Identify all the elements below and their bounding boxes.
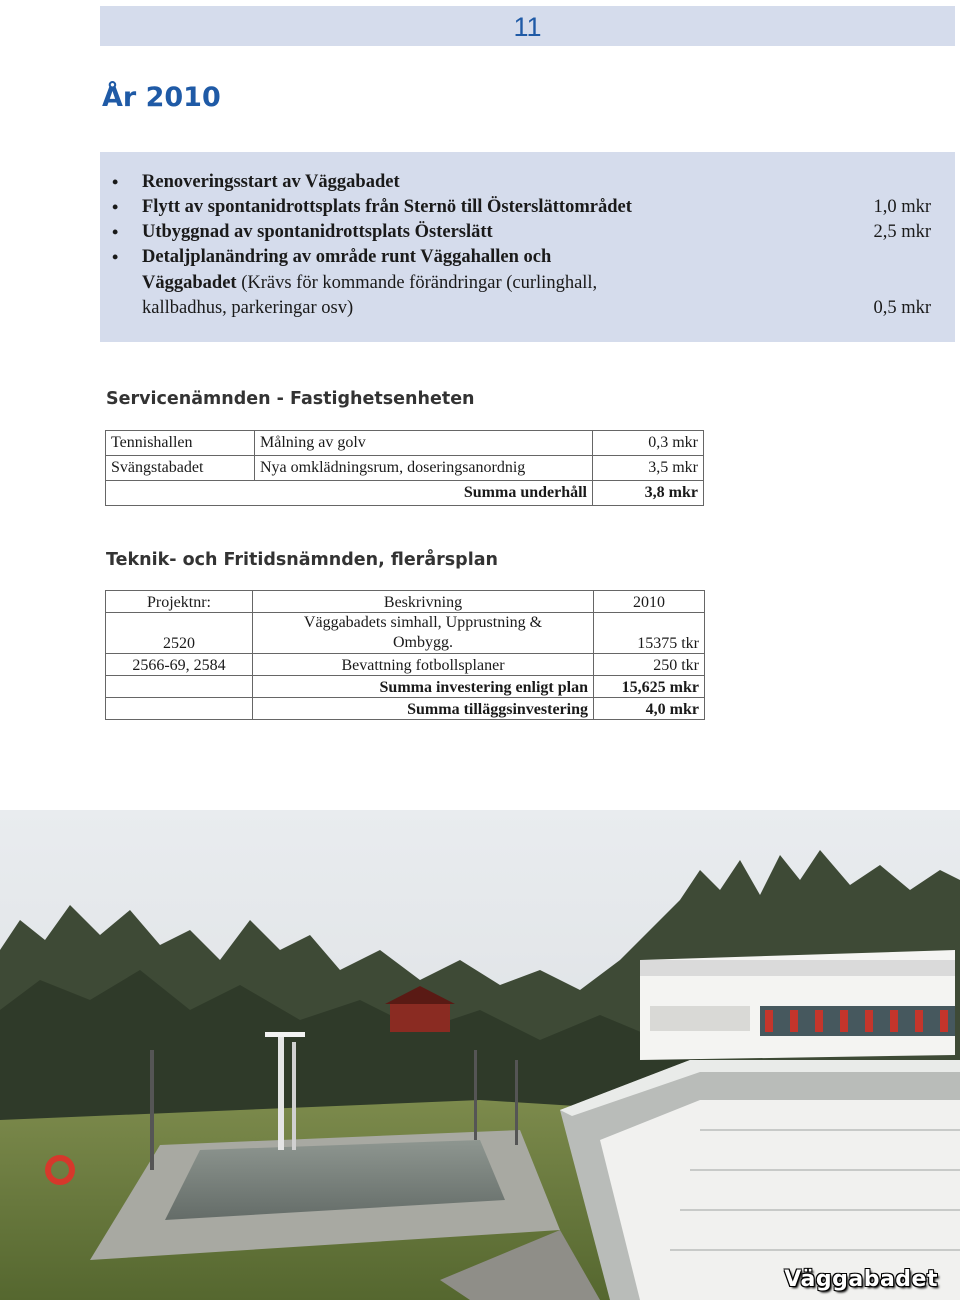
- description-line: Ombygg.: [393, 634, 453, 651]
- table-cell: Bevattning fotbollsplaner: [253, 654, 594, 676]
- table-row-sum: [106, 676, 705, 698]
- photo-illustration: [0, 810, 960, 1300]
- fritid-table: [105, 590, 705, 720]
- sum-amount: 15,625 mkr: [594, 676, 705, 698]
- highlight-item: [112, 246, 552, 268]
- sum-label: Summa investering enligt plan: [253, 676, 594, 698]
- section-title-service: Servicenämnden - Fastighetsenheten: [106, 389, 475, 409]
- service-table: [105, 430, 704, 506]
- section-title-fritid: Teknik- och Fritidsnämnden, flerårsplan: [106, 550, 498, 570]
- column-header: Projektnr:: [106, 591, 253, 613]
- highlight-item: [112, 196, 632, 218]
- highlight-item: [112, 171, 400, 193]
- highlight-text: Utbyggnad av spontanidrottsplats Österslätt: [142, 222, 493, 242]
- table-row: [106, 654, 705, 676]
- table-row: [106, 613, 705, 654]
- table-row: [106, 456, 704, 481]
- table-header-row: [106, 591, 705, 613]
- highlight-text: kallbadhus, parkeringar osv): [142, 298, 354, 318]
- table-row-sum: [106, 698, 705, 720]
- table-cell-empty: [106, 676, 253, 698]
- highlight-item: [112, 221, 493, 243]
- column-header: 2010: [594, 591, 705, 613]
- description-line: Väggabadets simhall, Upprustning &: [303, 614, 543, 631]
- table-cell-empty: [106, 698, 253, 720]
- bullet-icon: •: [112, 247, 119, 267]
- highlight-item-cont: [142, 272, 597, 294]
- table-row-sum: [106, 481, 704, 506]
- table-cell: Målning av golv: [255, 431, 593, 456]
- highlight-amount: 2,5 mkr: [873, 222, 931, 242]
- table-cell: 0,3 mkr: [593, 431, 704, 456]
- page-header: [100, 6, 955, 46]
- photo-caption: Väggabadet: [784, 1267, 938, 1292]
- sum-amount: 3,8 mkr: [593, 481, 704, 506]
- highlight-item-cont: [142, 297, 353, 319]
- table-row: [106, 431, 704, 456]
- year-heading: År 2010: [102, 82, 221, 113]
- highlight-amount: 1,0 mkr: [873, 197, 931, 217]
- highlight-text: Väggabadet: [142, 273, 237, 293]
- highlight-text: Detaljplanändring av område runt Väggahallen och: [142, 247, 552, 267]
- table-cell: Tennishallen: [106, 431, 255, 456]
- table-cell: 2520: [106, 613, 253, 654]
- bullet-icon: •: [112, 197, 119, 217]
- table-cell: [253, 613, 594, 654]
- highlight-text: (Krävs för kommande förändringar (curlinghall,: [236, 273, 598, 293]
- bullet-icon: •: [112, 222, 119, 242]
- sum-amount: 4,0 mkr: [594, 698, 705, 720]
- highlight-text: Renoveringsstart av Väggabadet: [142, 172, 400, 192]
- page-number: 11: [513, 12, 542, 42]
- highlight-box: [100, 152, 955, 342]
- table-cell: Svängstabadet: [106, 456, 255, 481]
- photo-vaggabadet: [0, 810, 960, 1300]
- table-cell: 2566-69, 2584: [106, 654, 253, 676]
- column-header: Beskrivning: [253, 591, 594, 613]
- table-cell: 250 tkr: [594, 654, 705, 676]
- table-cell: 15375 tkr: [594, 613, 705, 654]
- table-cell: Nya omklädningsrum, doseringsanordnig: [255, 456, 593, 481]
- highlight-text: Flytt av spontanidrottsplats från Sternö till Österslättområdet: [142, 197, 632, 217]
- bullet-icon: •: [112, 172, 119, 192]
- sum-label: Summa tilläggsinvestering: [253, 698, 594, 720]
- sum-label: Summa underhåll: [106, 481, 593, 506]
- highlight-amount: 0,5 mkr: [873, 298, 931, 318]
- table-cell: 3,5 mkr: [593, 456, 704, 481]
